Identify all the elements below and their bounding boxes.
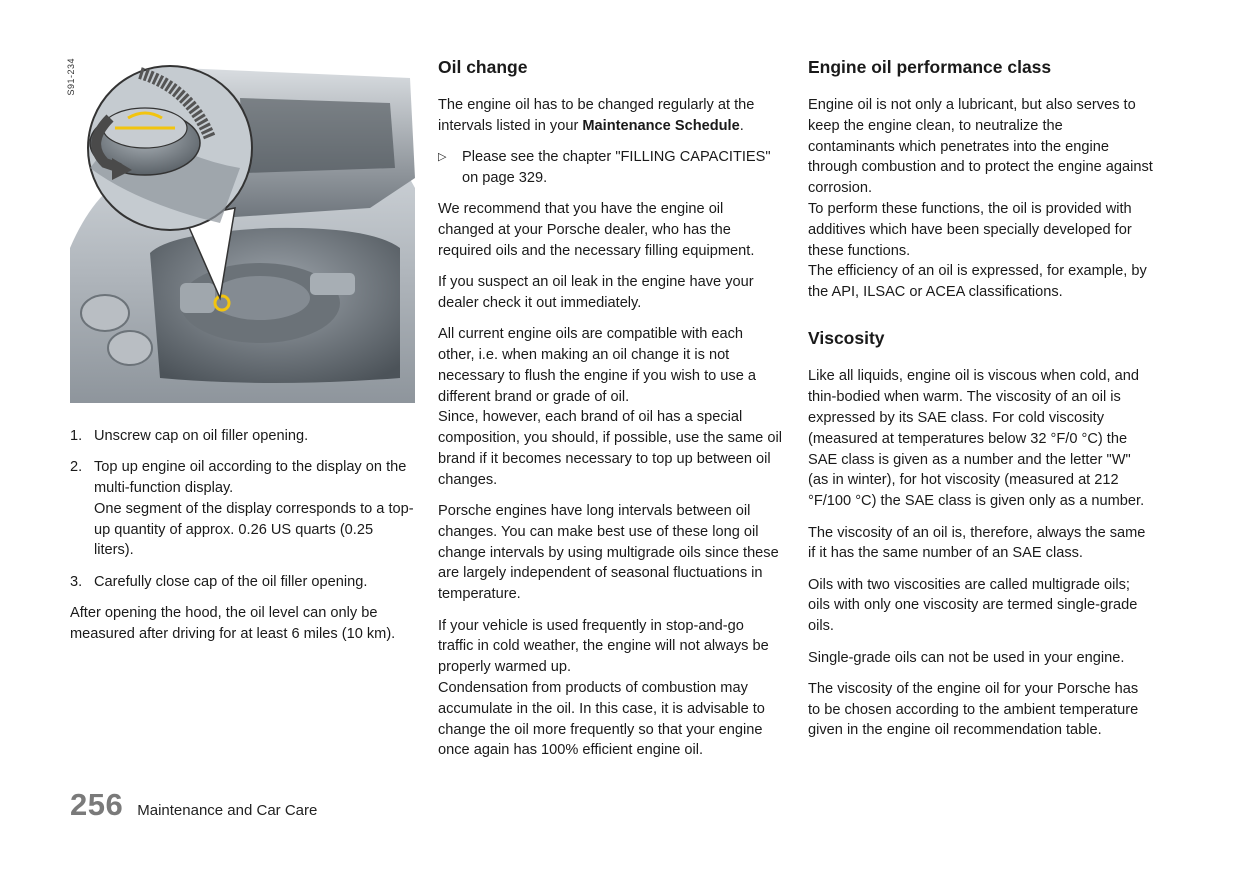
paragraph: All current engine oils are compatible with each other, i.e. when making an oil change it is not necessary to flush the engine if you wish to use a different brand or grade of oil. Since, however, each brand of oil has a special composition, you should, if possible, use the same oil brand if it becomes necessary to top up between oil changes. (438, 326, 782, 488)
paragraph: The viscosity of an oil is, therefore, always the same if it has the same number of an SAE class. (808, 524, 1146, 562)
performance-and-viscosity-section (808, 56, 1153, 752)
figure-code: S91-234 (66, 58, 76, 96)
step-text: Unscrew cap on oil filler opening. (94, 428, 309, 444)
paragraph: Oils with two viscosities are called multigrade oils; oils with only one viscosity are termed single-grade oils. (808, 576, 1138, 635)
performance-heading: Engine oil performance class (808, 57, 1052, 77)
section-title: Maintenance and Car Care (137, 802, 318, 819)
paragraph: Engine oil is not only a lubricant, but also serves to keep the engine clean, to neutralize the contaminants which penetrates into the engine through combustion and to protect the engine against corrosion. (808, 97, 1153, 197)
step-text: Carefully close cap of the oil filler opening. (94, 573, 368, 590)
bullet-arrow-icon: ▷ (438, 151, 447, 164)
paragraph: If your vehicle is used frequently in stop-and-go traffic in cold weather, the engine will not always be properly warmed up. Condensation from products of combustion may accumulate in the oil. In this case, it is advisable to change the oil more frequently so that your engine once again has 100% efficient engine oil. (438, 617, 769, 759)
step-number: 2. (70, 459, 83, 476)
after-hood-note: After opening the hood, the oil level can only be measured after driving for at least 6 miles (10 km). (70, 605, 396, 642)
paragraph: To perform these functions, the oil is provided with additives which have been specially developed for these functions. (808, 200, 1132, 259)
step-number: 1. (70, 428, 83, 444)
step-line: Top up engine oil according to the display on the multi-function display. (94, 459, 407, 497)
paragraph: Like all liquids, engine oil is viscous when cold, and thin-bodied when warm. The viscosity of an oil is expressed by its SAE class. For cold viscosity (measured at temperatures below 32 °F/0 °C) the SAE class is given as a number and the letter "W" (as in winter), for hot viscosity (measured at 212 °F/100 °C) the SAE class is given only as a number. (808, 368, 1145, 510)
step-item (70, 457, 415, 561)
step-item (70, 572, 415, 593)
oil-filler-cap-diagram (70, 58, 415, 403)
engine-bay-illustration (66, 58, 415, 403)
oil-change-intro: The engine oil has to be changed regularly at the intervals listed in your Maintenance Schedule. (438, 97, 755, 134)
paragraph: The viscosity of the engine oil for your Porsche has to be chosen according to the ambient temperature given in the engine oil recommendation table. (808, 680, 1139, 739)
paragraph: Single-grade oils can not be used in your engine. (808, 649, 1125, 666)
viscosity-heading: Viscosity (808, 328, 885, 349)
paragraph: If you suspect an oil leak in the engine have your dealer check it out immediately. (438, 274, 754, 311)
bullet-text: Please see the chapter "FILLING CAPACITIES" on page 329. (462, 149, 771, 186)
step-item (70, 426, 415, 447)
paragraph: The efficiency of an oil is expressed, for example, by the API, ILSAC or ACEA classifications. (808, 263, 1147, 301)
page-number: 256 (70, 787, 124, 822)
step-text (94, 457, 415, 561)
oil-change-section (438, 56, 783, 772)
instruction-steps (70, 426, 415, 655)
bullet-item (438, 147, 783, 189)
step-number: 3. (70, 573, 83, 590)
page-footer (70, 787, 317, 823)
step-line: One segment of the display corresponds to a top-up quantity of approx. 0.26 US quarts (0.25 liters). (94, 500, 414, 559)
paragraph: We recommend that you have the engine oil changed at your Porsche dealer, who has the required oils and the necessary filling equipment. (438, 201, 755, 259)
oil-change-heading: Oil change (438, 57, 528, 77)
maintenance-schedule-ref: Maintenance Schedule (582, 117, 740, 134)
paragraph: Porsche engines have long intervals between oil changes. You can make best use of these long oil change intervals by using multigrade oils since these are largely independent of seasonal fluctuations in temperature. (438, 503, 779, 603)
